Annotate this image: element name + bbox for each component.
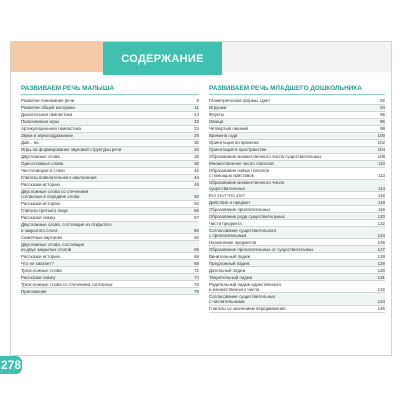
toc-item (21, 215, 199, 222)
toc-item-page: 50 (194, 194, 199, 200)
toc-item-page: 95 (380, 112, 385, 118)
toc-item-title: Глаголы со значением передвижения (209, 306, 286, 311)
toc-item (209, 147, 385, 154)
toc-item (209, 161, 385, 168)
toc-item (21, 98, 199, 105)
toc-item-title: Односложные слова (21, 161, 64, 167)
toc-item (209, 293, 385, 305)
toc-item-title: Винительный падеж (209, 253, 251, 259)
toc-item (209, 213, 385, 220)
toc-item-page: 52 (194, 201, 199, 207)
toc-item-page: 42 (194, 168, 199, 174)
toc-item (209, 206, 385, 213)
toc-item-page: 126 (377, 239, 385, 245)
toc-item-title: Фрукты (209, 112, 225, 118)
toc-item-title: Игрушки (209, 105, 227, 111)
toc-item-page: 6 (196, 98, 199, 104)
toc-item-title: Двусложные слова, состоящие из открытого и закрытого слога (21, 222, 112, 233)
toc-item-title: Рассказки историю (21, 201, 60, 207)
page-title: СОДЕРЖАНИЕ (103, 42, 222, 75)
right-toc-list (209, 98, 385, 313)
toc-item-page: 124 (377, 232, 385, 238)
right-section-title: РАЗВИВАЕМ РЕЧЬ МЛАДШЕГО ДОШКОЛЬНИКА (209, 85, 385, 95)
toc-item-title: Образование множественного числа существительных (209, 154, 322, 160)
toc-item-title: Двусложные слова, состоящие из двух закрытых слогов (21, 241, 85, 252)
toc-item (21, 126, 199, 133)
toc-item (21, 168, 199, 175)
toc-item-page: 113 (378, 173, 385, 179)
toc-item-page: 127 (377, 246, 385, 252)
toc-item-title: Овощи (209, 119, 224, 125)
toc-item-page: 44 (194, 175, 199, 181)
toc-item-title: Творительный падеж (209, 274, 253, 280)
toc-item-title: Дательный падеж (209, 267, 246, 273)
toc-item-page: 130 (377, 267, 385, 273)
toc-item-title: Родительный падеж единственного и множественного числа (209, 281, 282, 292)
toc-item (209, 133, 385, 140)
toc-item-title: Рассказки сказку (21, 215, 56, 221)
toc-item-page: 48 (194, 182, 199, 188)
toc-item-page: 98 (380, 126, 385, 132)
toc-item (21, 140, 199, 147)
toc-item-page: 11 (194, 105, 199, 111)
toc-item-title: Образование прилагательных от существительных (209, 246, 314, 252)
toc-item-page: 62 (194, 234, 199, 240)
page-number: 278 (0, 358, 22, 372)
toc-item-page: 55 (194, 208, 199, 214)
toc-item (21, 253, 199, 260)
toc-item-title: Дыхательная гимнастика (21, 112, 73, 118)
toc-item (21, 105, 199, 112)
toc-item (209, 246, 385, 253)
toc-item-page: 36 (194, 161, 199, 167)
toc-item (209, 239, 385, 246)
toc-item-title: Развитие общей моторики (21, 105, 75, 111)
toc-item-page: 79 (194, 288, 199, 294)
decorative-tab-right (221, 42, 391, 72)
toc-item-page: 34 (194, 147, 199, 153)
right-column (209, 85, 385, 313)
toc-item-title: Рассказки сказку (21, 274, 56, 280)
toc-item-title: Трехсложные слова (21, 267, 62, 273)
toc-item-title: Сюжетные картинки (21, 234, 62, 240)
toc-item (209, 227, 385, 239)
toc-item-page: 94 (380, 105, 385, 111)
toc-item-title: Образование рода существительных (209, 213, 285, 219)
toc-item-title: Кто это? Что это? (209, 192, 245, 198)
toc-item-title: Дай... на (21, 140, 39, 146)
toc-item-title: Образование прилагательных (209, 206, 271, 212)
toc-item-title: Предложный падеж (209, 260, 250, 266)
toc-item (209, 192, 385, 199)
toc-item (21, 182, 199, 189)
toc-item (209, 306, 385, 313)
toc-item-page: 72 (194, 267, 199, 273)
toc-item (209, 260, 385, 267)
toc-item-title: Двусложные слова (21, 154, 60, 160)
toc-item (21, 133, 199, 140)
toc-item-title: Рассказки историю (21, 253, 60, 259)
toc-item (209, 168, 385, 180)
toc-item-title: Ориентация во времени (209, 140, 259, 146)
toc-item-page: 65 (194, 246, 199, 252)
toc-page (10, 41, 392, 356)
toc-item (21, 119, 199, 126)
toc-item-title: Согласование существительного с прилагательным (209, 227, 277, 238)
toc-item-page: 129 (377, 260, 385, 266)
toc-item-page: 122 (377, 220, 385, 226)
toc-item (209, 112, 385, 119)
toc-item (21, 288, 199, 295)
toc-item-page: 114 (378, 185, 385, 191)
toc-item (21, 208, 199, 215)
toc-item-title: Трехсложные слова со стечением согласных (21, 281, 113, 287)
toc-item (21, 175, 199, 182)
toc-item-page: 76 (194, 281, 199, 287)
toc-item-page: 35 (194, 154, 199, 160)
toc-item (21, 154, 199, 161)
toc-item-page: 28 (194, 133, 199, 139)
toc-item (21, 189, 199, 201)
toc-item (209, 281, 385, 293)
toc-item (209, 140, 385, 147)
toc-item (209, 199, 385, 206)
toc-item-page: 92 (380, 98, 385, 104)
toc-item (21, 241, 199, 253)
toc-item (209, 105, 385, 112)
toc-item (21, 222, 199, 234)
toc-item (209, 220, 385, 227)
toc-item-page: 134 (377, 299, 385, 305)
toc-item (21, 281, 199, 288)
toc-item-title: Геометрические формы. Цвет (209, 98, 271, 104)
toc-item-page: 57 (194, 215, 199, 221)
toc-item (21, 260, 199, 267)
toc-item-title: Глаголы повелительного наклонения (21, 175, 97, 181)
toc-item-title: Действие и предмет (209, 199, 251, 205)
toc-item-page: 131 (377, 274, 385, 280)
toc-item (209, 267, 385, 274)
toc-item-page: 19 (194, 119, 199, 125)
toc-item-title: Четвертый лишний (209, 126, 249, 132)
toc-item (21, 274, 199, 281)
toc-item-page: 128 (377, 253, 385, 259)
toc-item-title: Времена года (209, 133, 238, 139)
toc-item-page: 96 (380, 119, 385, 125)
decorative-tab-left (11, 42, 103, 72)
toc-item-title: Игры на формирование звуковой структуры речи (21, 147, 122, 153)
toc-item-title: Множественное число глаголов (209, 161, 274, 167)
toc-item-page: 110 (378, 161, 385, 167)
toc-item-page: 69 (194, 260, 199, 266)
toc-item (21, 201, 199, 208)
toc-item-page: 102 (377, 140, 385, 146)
toc-item-title: Артикуляционная гимнастика (21, 126, 82, 132)
toc-item-title: Образование множественного числа существительных (209, 180, 284, 191)
toc-item-title: Приложение (21, 288, 47, 294)
toc-item (21, 267, 199, 274)
toc-item-page: 108 (377, 154, 385, 160)
toc-item (209, 274, 385, 281)
toc-item (209, 253, 385, 260)
toc-item-page: 100 (377, 133, 385, 139)
toc-item-page: 14 (194, 112, 199, 118)
toc-item-page: 118 (378, 199, 385, 205)
toc-item (209, 154, 385, 161)
left-section-title: РАЗВИВАЕМ РЕЧЬ МАЛЫША (21, 85, 199, 95)
toc-item-page: 60 (194, 227, 199, 233)
toc-item-title: Двусложные слова со стечением согласных в середине слова (21, 189, 89, 200)
toc-item-title: Согласование существительных с числительными (209, 293, 276, 305)
toc-item-title: Звуки и звукоподражание (21, 133, 74, 139)
toc-item-page: 120 (377, 213, 385, 219)
toc-item-page: 68 (194, 253, 199, 259)
left-column (21, 85, 199, 295)
toc-item-title: Развитие понимания речи (21, 98, 75, 104)
toc-item-title: Назначение предметов (209, 239, 257, 245)
toc-item (21, 234, 199, 241)
toc-item-page: 30 (194, 140, 199, 146)
toc-item-title: Образование новых глаголов с помощью приставок (209, 168, 269, 179)
left-toc-list (21, 98, 199, 295)
toc-item (209, 98, 385, 105)
toc-item-title: Рассказки историю (21, 182, 60, 188)
toc-item (209, 119, 385, 126)
toc-item (21, 147, 199, 154)
toc-item-title: Что не хватает? (21, 260, 54, 266)
toc-item (21, 112, 199, 119)
toc-item-title: Части предмета (209, 220, 242, 226)
toc-item-page: 132 (377, 286, 385, 292)
toc-item (209, 126, 385, 133)
toc-item (209, 180, 385, 192)
toc-item-page: 119 (378, 206, 385, 212)
toc-item-page: 136 (377, 306, 385, 311)
toc-item-page: 24 (194, 126, 199, 132)
toc-item-page: 104 (377, 147, 385, 153)
toc-item-title: Ориентация в пространстве (209, 147, 267, 153)
toc-item-title: Пальчиковые игры (21, 119, 60, 125)
toc-item-page: 74 (194, 274, 199, 280)
toc-item-page: 116 (378, 192, 385, 198)
toc-item-title: Чистоговорки и стихи (21, 168, 65, 174)
toc-item (21, 161, 199, 168)
toc-item-title: Глаголы третьего лица (21, 208, 68, 214)
